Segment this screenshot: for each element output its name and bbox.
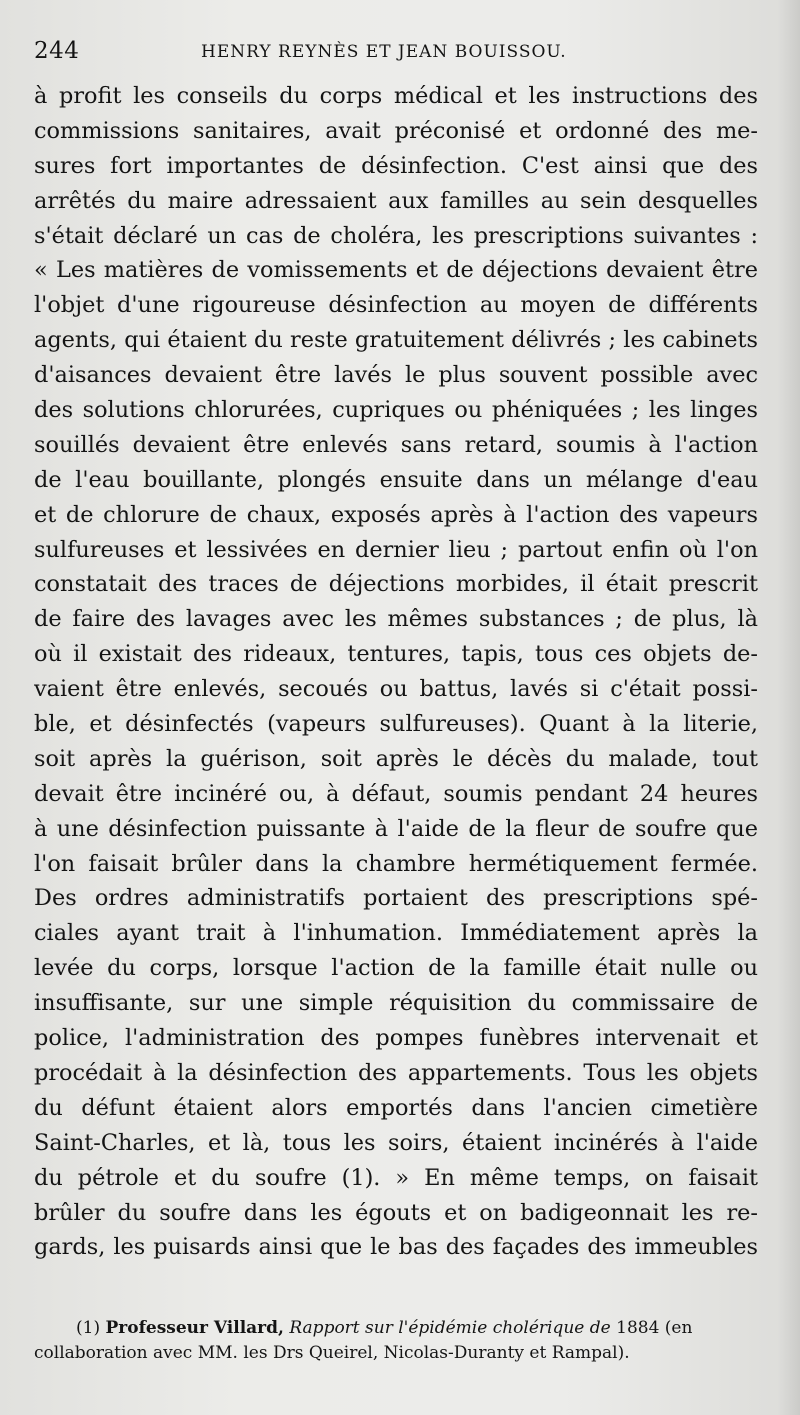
body-text bbox=[34, 79, 758, 1265]
body-line: de faire des lavages avec les mêmes substances ; de plus, là bbox=[34, 606, 758, 633]
body-line: sulfureuses et lessivées en dernier lieu ; partout enfin où l'on bbox=[34, 536, 758, 563]
body-line: procédait à la désinfection des appartements. Tous les objets bbox=[34, 1059, 758, 1086]
body-line: soit après la guérison, soit après le décès du malade, tout bbox=[34, 745, 758, 772]
running-head: HENRY REYNÈS ET JEAN BOUISSOU. bbox=[201, 42, 567, 62]
body-line: insuffisante, sur une simple réquisition du commissaire de bbox=[34, 990, 758, 1017]
body-line: agents, qui étaient du reste gratuitement délivrés ; les cabinets bbox=[34, 327, 758, 354]
body-line: l'objet d'une rigoureuse désinfection au moyen de différents bbox=[34, 292, 758, 319]
body-line: l'on faisait brûler dans la chambre hermétiquement fermée. bbox=[34, 850, 758, 877]
body-line: Des ordres administratifs portaient des prescriptions spé- bbox=[34, 885, 758, 912]
body-line: d'aisances devaient être lavés le plus souvent possible avec bbox=[34, 362, 758, 389]
body-line: constatait des traces de déjections morbides, il était prescrit bbox=[34, 571, 758, 598]
body-line: sures fort importantes de désinfection. C'est ainsi que des bbox=[34, 152, 758, 179]
body-line: police, l'administration des pompes funèbres intervenait et bbox=[34, 1025, 758, 1052]
body-line: ble, et désinfectés (vapeurs sulfureuses). Quant à la literie, bbox=[34, 711, 758, 738]
body-line: gards, les puisards ainsi que le bas des façades des immeubles bbox=[34, 1234, 758, 1261]
footnotes bbox=[34, 1316, 774, 1366]
body-line: levée du corps, lorsque l'action de la famille était nulle ou bbox=[34, 955, 758, 982]
body-line: du défunt étaient alors emportés dans l'ancien cimetière bbox=[34, 1094, 758, 1121]
body-line: « Les matières de vomissements et de déjections devaient être bbox=[34, 257, 758, 284]
body-line: s'était déclaré un cas de choléra, les prescriptions suivantes : bbox=[34, 222, 758, 249]
page-number: 244 bbox=[34, 38, 80, 64]
footnote-line-1 bbox=[34, 1316, 774, 1341]
body-line: du pétrole et du soufre (1). » En même temps, on faisait bbox=[34, 1164, 758, 1191]
footnote-title: Rapport sur l'épidémie cholérique de bbox=[289, 1318, 611, 1338]
footnote-author: Professeur Villard, bbox=[105, 1318, 284, 1338]
footnote-year: 1884 (en bbox=[616, 1318, 693, 1338]
page-header bbox=[34, 38, 754, 78]
body-line: devait être incinéré ou, à défaut, soumis pendant 24 heures bbox=[34, 780, 758, 807]
body-line: à profit les conseils du corps médical et les instructions des bbox=[34, 83, 758, 109]
body-line: ciales ayant trait à l'inhumation. Immédiatement après la bbox=[34, 920, 758, 947]
footnote-line-2: collaboration avec MM. les Drs Queirel, Nicolas-Duranty et Rampal). bbox=[34, 1343, 630, 1363]
body-line: arrêtés du maire adressaient aux familles au sein desquelles bbox=[34, 187, 758, 214]
body-line: commissions sanitaires, avait préconisé et ordonné des me- bbox=[34, 117, 758, 144]
body-line: et de chlorure de chaux, exposés après à l'action des vapeurs bbox=[34, 501, 758, 528]
body-line: Saint-Charles, et là, tous les soirs, étaient incinérés à l'aide bbox=[34, 1129, 758, 1156]
body-line: vaient être enlevés, secoués ou battus, lavés si c'était possi- bbox=[34, 676, 758, 703]
body-line: brûler du soufre dans les égouts et on badigeonnait les re- bbox=[34, 1199, 758, 1226]
body-line: souillés devaient être enlevés sans retard, soumis à l'action bbox=[34, 431, 758, 458]
footnote-marker: (1) bbox=[76, 1318, 101, 1338]
body-line: à une désinfection puissante à l'aide de la fleur de soufre que bbox=[34, 815, 758, 842]
body-line: des solutions chlorurées, cupriques ou phéniquées ; les linges bbox=[34, 397, 758, 424]
body-line: de l'eau bouillante, plongés ensuite dans un mélange d'eau bbox=[34, 466, 758, 493]
body-line: où il existait des rideaux, tentures, tapis, tous ces objets de- bbox=[34, 641, 758, 668]
